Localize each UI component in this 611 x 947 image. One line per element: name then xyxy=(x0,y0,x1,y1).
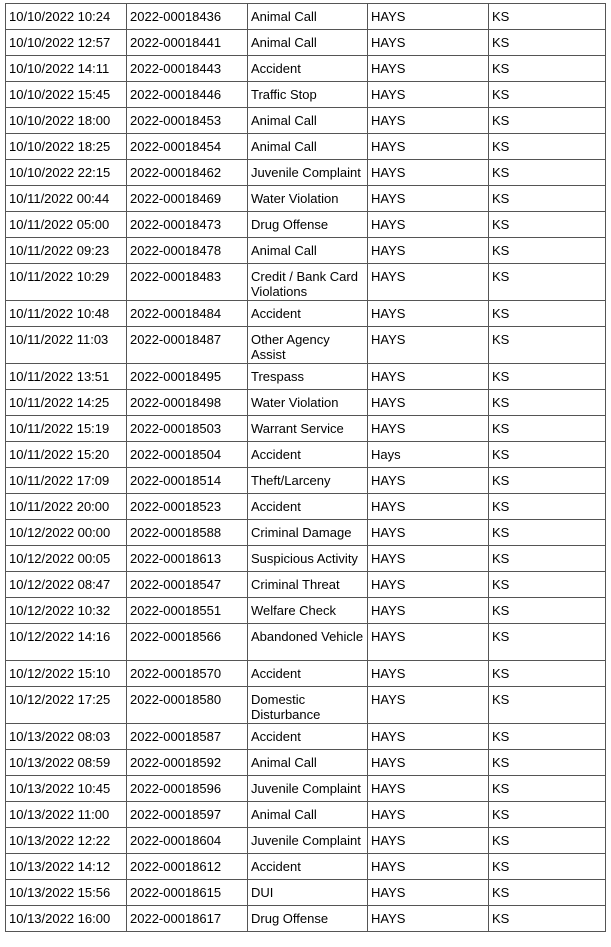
incident-log-table xyxy=(5,3,606,932)
case-number-cell: 2022-00018612 xyxy=(127,854,248,880)
date-time-cell: 10/10/2022 18:00 xyxy=(6,108,127,134)
incident-type-cell: Trespass xyxy=(248,364,368,390)
case-number-cell: 2022-00018615 xyxy=(127,880,248,906)
table-row xyxy=(6,750,606,776)
case-number-cell: 2022-00018547 xyxy=(127,572,248,598)
case-number-cell: 2022-00018498 xyxy=(127,390,248,416)
table-row xyxy=(6,598,606,624)
incident-type-cell: Accident xyxy=(248,442,368,468)
incident-type-cell: Welfare Check xyxy=(248,598,368,624)
date-time-cell: 10/13/2022 16:00 xyxy=(6,906,127,932)
incident-type-cell: Warrant Service xyxy=(248,416,368,442)
state-cell: KS xyxy=(489,212,606,238)
state-cell: KS xyxy=(489,4,606,30)
city-cell: HAYS xyxy=(368,416,489,442)
date-time-cell: 10/10/2022 10:24 xyxy=(6,4,127,30)
date-time-cell: 10/11/2022 09:23 xyxy=(6,238,127,264)
state-cell: KS xyxy=(489,56,606,82)
state-cell: KS xyxy=(489,264,606,301)
table-row xyxy=(6,572,606,598)
date-time-cell: 10/13/2022 10:45 xyxy=(6,776,127,802)
table-row xyxy=(6,854,606,880)
table-row xyxy=(6,327,606,364)
incident-type-cell: Animal Call xyxy=(248,30,368,56)
case-number-cell: 2022-00018566 xyxy=(127,624,248,661)
incident-type-cell: Drug Offense xyxy=(248,212,368,238)
city-cell: HAYS xyxy=(368,494,489,520)
case-number-cell: 2022-00018503 xyxy=(127,416,248,442)
incident-type-cell: Accident xyxy=(248,494,368,520)
case-number-cell: 2022-00018483 xyxy=(127,264,248,301)
incident-type-cell: Juvenile Complaint xyxy=(248,160,368,186)
incident-type-cell: Juvenile Complaint xyxy=(248,828,368,854)
case-number-cell: 2022-00018453 xyxy=(127,108,248,134)
date-time-cell: 10/10/2022 15:45 xyxy=(6,82,127,108)
city-cell: HAYS xyxy=(368,160,489,186)
case-number-cell: 2022-00018592 xyxy=(127,750,248,776)
table-row xyxy=(6,468,606,494)
date-time-cell: 10/13/2022 11:00 xyxy=(6,802,127,828)
incident-type-cell: Drug Offense xyxy=(248,906,368,932)
table-row xyxy=(6,56,606,82)
case-number-cell: 2022-00018617 xyxy=(127,906,248,932)
city-cell: HAYS xyxy=(368,390,489,416)
city-cell: Hays xyxy=(368,442,489,468)
case-number-cell: 2022-00018487 xyxy=(127,327,248,364)
date-time-cell: 10/10/2022 14:11 xyxy=(6,56,127,82)
state-cell: KS xyxy=(489,364,606,390)
state-cell: KS xyxy=(489,390,606,416)
state-cell: KS xyxy=(489,238,606,264)
city-cell: HAYS xyxy=(368,108,489,134)
incident-type-cell: Criminal Threat xyxy=(248,572,368,598)
state-cell: KS xyxy=(489,546,606,572)
table-row xyxy=(6,212,606,238)
case-number-cell: 2022-00018587 xyxy=(127,724,248,750)
table-row xyxy=(6,186,606,212)
case-number-cell: 2022-00018478 xyxy=(127,238,248,264)
case-number-cell: 2022-00018473 xyxy=(127,212,248,238)
incident-log-body xyxy=(6,4,606,932)
city-cell: HAYS xyxy=(368,776,489,802)
city-cell: HAYS xyxy=(368,186,489,212)
city-cell: HAYS xyxy=(368,802,489,828)
date-time-cell: 10/13/2022 08:59 xyxy=(6,750,127,776)
city-cell: HAYS xyxy=(368,880,489,906)
incident-type-cell: Animal Call xyxy=(248,108,368,134)
city-cell: HAYS xyxy=(368,854,489,880)
incident-type-cell: Animal Call xyxy=(248,134,368,160)
table-row xyxy=(6,264,606,301)
case-number-cell: 2022-00018441 xyxy=(127,30,248,56)
incident-type-cell: Theft/Larceny xyxy=(248,468,368,494)
state-cell: KS xyxy=(489,520,606,546)
date-time-cell: 10/11/2022 10:29 xyxy=(6,264,127,301)
state-cell: KS xyxy=(489,828,606,854)
table-row xyxy=(6,724,606,750)
incident-type-cell: Animal Call xyxy=(248,4,368,30)
incident-type-cell: Traffic Stop xyxy=(248,82,368,108)
case-number-cell: 2022-00018580 xyxy=(127,687,248,724)
date-time-cell: 10/13/2022 14:12 xyxy=(6,854,127,880)
state-cell: KS xyxy=(489,598,606,624)
table-row xyxy=(6,546,606,572)
incident-type-cell: Water Violation xyxy=(248,390,368,416)
state-cell: KS xyxy=(489,442,606,468)
city-cell: HAYS xyxy=(368,661,489,687)
incident-type-cell: Other Agency Assist xyxy=(248,327,368,364)
date-time-cell: 10/12/2022 00:05 xyxy=(6,546,127,572)
case-number-cell: 2022-00018495 xyxy=(127,364,248,390)
city-cell: HAYS xyxy=(368,546,489,572)
case-number-cell: 2022-00018504 xyxy=(127,442,248,468)
city-cell: HAYS xyxy=(368,301,489,327)
state-cell: KS xyxy=(489,82,606,108)
case-number-cell: 2022-00018454 xyxy=(127,134,248,160)
case-number-cell: 2022-00018462 xyxy=(127,160,248,186)
date-time-cell: 10/13/2022 15:56 xyxy=(6,880,127,906)
incident-type-cell: Accident xyxy=(248,56,368,82)
state-cell: KS xyxy=(489,186,606,212)
incident-type-cell: Accident xyxy=(248,854,368,880)
table-row xyxy=(6,624,606,661)
state-cell: KS xyxy=(489,572,606,598)
city-cell: HAYS xyxy=(368,624,489,661)
table-row xyxy=(6,238,606,264)
incident-type-cell: Criminal Damage xyxy=(248,520,368,546)
incident-type-cell: Animal Call xyxy=(248,802,368,828)
case-number-cell: 2022-00018469 xyxy=(127,186,248,212)
state-cell: KS xyxy=(489,802,606,828)
state-cell: KS xyxy=(489,750,606,776)
state-cell: KS xyxy=(489,880,606,906)
date-time-cell: 10/12/2022 17:25 xyxy=(6,687,127,724)
state-cell: KS xyxy=(489,906,606,932)
table-row xyxy=(6,828,606,854)
city-cell: HAYS xyxy=(368,724,489,750)
case-number-cell: 2022-00018443 xyxy=(127,56,248,82)
case-number-cell: 2022-00018604 xyxy=(127,828,248,854)
city-cell: HAYS xyxy=(368,4,489,30)
table-row xyxy=(6,802,606,828)
case-number-cell: 2022-00018551 xyxy=(127,598,248,624)
incident-type-cell: Juvenile Complaint xyxy=(248,776,368,802)
case-number-cell: 2022-00018596 xyxy=(127,776,248,802)
state-cell: KS xyxy=(489,661,606,687)
date-time-cell: 10/10/2022 22:15 xyxy=(6,160,127,186)
table-row xyxy=(6,494,606,520)
incident-type-cell: Credit / Bank Card Violations xyxy=(248,264,368,301)
incident-type-cell: Water Violation xyxy=(248,186,368,212)
incident-type-cell: Animal Call xyxy=(248,238,368,264)
city-cell: HAYS xyxy=(368,468,489,494)
state-cell: KS xyxy=(489,724,606,750)
table-row xyxy=(6,416,606,442)
state-cell: KS xyxy=(489,327,606,364)
incident-type-cell: Accident xyxy=(248,724,368,750)
table-row xyxy=(6,108,606,134)
table-row xyxy=(6,880,606,906)
city-cell: HAYS xyxy=(368,56,489,82)
case-number-cell: 2022-00018514 xyxy=(127,468,248,494)
incident-type-cell: Accident xyxy=(248,301,368,327)
case-number-cell: 2022-00018484 xyxy=(127,301,248,327)
case-number-cell: 2022-00018588 xyxy=(127,520,248,546)
state-cell: KS xyxy=(489,416,606,442)
date-time-cell: 10/11/2022 20:00 xyxy=(6,494,127,520)
city-cell: HAYS xyxy=(368,238,489,264)
state-cell: KS xyxy=(489,687,606,724)
table-row xyxy=(6,82,606,108)
date-time-cell: 10/11/2022 13:51 xyxy=(6,364,127,390)
date-time-cell: 10/11/2022 05:00 xyxy=(6,212,127,238)
state-cell: KS xyxy=(489,160,606,186)
incident-type-cell: Animal Call xyxy=(248,750,368,776)
case-number-cell: 2022-00018570 xyxy=(127,661,248,687)
table-row xyxy=(6,906,606,932)
table-row xyxy=(6,520,606,546)
date-time-cell: 10/10/2022 18:25 xyxy=(6,134,127,160)
date-time-cell: 10/11/2022 11:03 xyxy=(6,327,127,364)
case-number-cell: 2022-00018436 xyxy=(127,4,248,30)
state-cell: KS xyxy=(489,854,606,880)
case-number-cell: 2022-00018613 xyxy=(127,546,248,572)
city-cell: HAYS xyxy=(368,906,489,932)
state-cell: KS xyxy=(489,108,606,134)
table-row xyxy=(6,364,606,390)
state-cell: KS xyxy=(489,624,606,661)
city-cell: HAYS xyxy=(368,687,489,724)
incident-type-cell: Domestic Disturbance xyxy=(248,687,368,724)
date-time-cell: 10/11/2022 15:19 xyxy=(6,416,127,442)
city-cell: HAYS xyxy=(368,327,489,364)
date-time-cell: 10/12/2022 08:47 xyxy=(6,572,127,598)
date-time-cell: 10/11/2022 15:20 xyxy=(6,442,127,468)
date-time-cell: 10/11/2022 17:09 xyxy=(6,468,127,494)
city-cell: HAYS xyxy=(368,750,489,776)
case-number-cell: 2022-00018523 xyxy=(127,494,248,520)
case-number-cell: 2022-00018597 xyxy=(127,802,248,828)
table-row xyxy=(6,661,606,687)
table-row xyxy=(6,4,606,30)
state-cell: KS xyxy=(489,134,606,160)
table-row xyxy=(6,776,606,802)
city-cell: HAYS xyxy=(368,598,489,624)
date-time-cell: 10/11/2022 14:25 xyxy=(6,390,127,416)
city-cell: HAYS xyxy=(368,520,489,546)
incident-type-cell: DUI xyxy=(248,880,368,906)
table-row xyxy=(6,390,606,416)
date-time-cell: 10/13/2022 08:03 xyxy=(6,724,127,750)
city-cell: HAYS xyxy=(368,264,489,301)
date-time-cell: 10/13/2022 12:22 xyxy=(6,828,127,854)
state-cell: KS xyxy=(489,30,606,56)
date-time-cell: 10/12/2022 14:16 xyxy=(6,624,127,661)
state-cell: KS xyxy=(489,468,606,494)
incident-type-cell: Abandoned Vehicle xyxy=(248,624,368,661)
table-row xyxy=(6,442,606,468)
city-cell: HAYS xyxy=(368,82,489,108)
case-number-cell: 2022-00018446 xyxy=(127,82,248,108)
date-time-cell: 10/11/2022 10:48 xyxy=(6,301,127,327)
city-cell: HAYS xyxy=(368,828,489,854)
table-row xyxy=(6,134,606,160)
table-row xyxy=(6,30,606,56)
date-time-cell: 10/11/2022 00:44 xyxy=(6,186,127,212)
state-cell: KS xyxy=(489,776,606,802)
table-row xyxy=(6,301,606,327)
date-time-cell: 10/12/2022 15:10 xyxy=(6,661,127,687)
city-cell: HAYS xyxy=(368,134,489,160)
state-cell: KS xyxy=(489,494,606,520)
city-cell: HAYS xyxy=(368,212,489,238)
city-cell: HAYS xyxy=(368,364,489,390)
table-row xyxy=(6,160,606,186)
city-cell: HAYS xyxy=(368,572,489,598)
state-cell: KS xyxy=(489,301,606,327)
city-cell: HAYS xyxy=(368,30,489,56)
incident-type-cell: Accident xyxy=(248,661,368,687)
date-time-cell: 10/10/2022 12:57 xyxy=(6,30,127,56)
date-time-cell: 10/12/2022 10:32 xyxy=(6,598,127,624)
incident-type-cell: Suspicious Activity xyxy=(248,546,368,572)
table-row xyxy=(6,687,606,724)
date-time-cell: 10/12/2022 00:00 xyxy=(6,520,127,546)
